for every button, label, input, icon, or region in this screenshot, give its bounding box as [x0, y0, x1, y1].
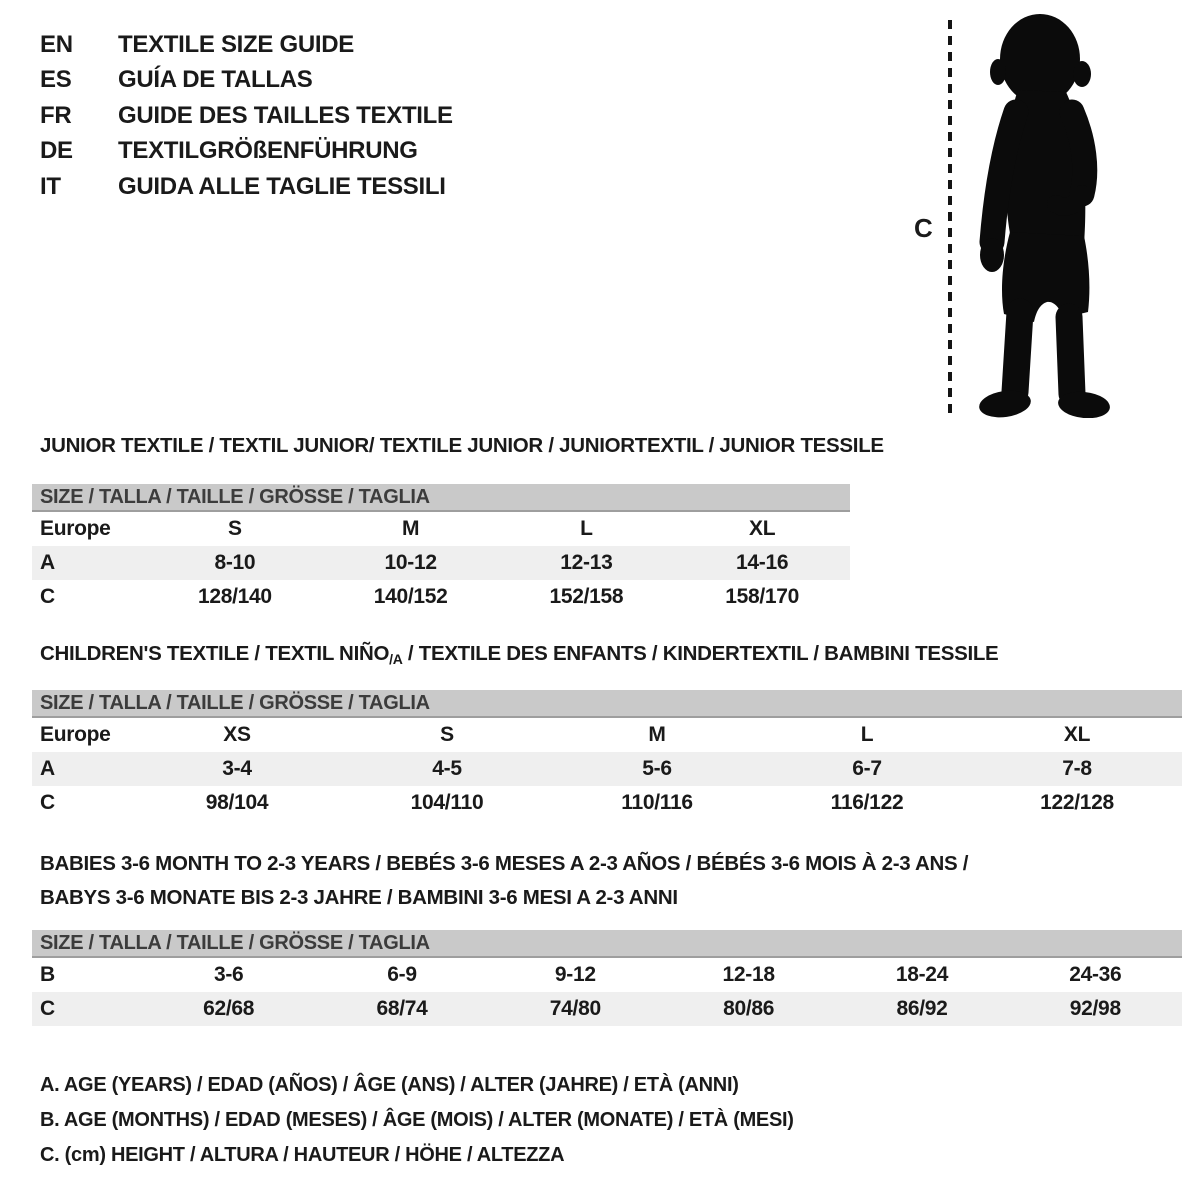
row-label: C	[40, 997, 55, 1020]
height-cell: 92/98	[1069, 997, 1121, 1020]
toddler-silhouette-svg	[968, 12, 1134, 418]
size-cell: S	[228, 517, 242, 540]
height-cell: 74/80	[549, 997, 601, 1020]
height-cell: 128/140	[197, 585, 272, 608]
height-cell: 158/170	[725, 585, 800, 608]
height-cell: 110/116	[621, 791, 693, 814]
junior-size-table	[32, 484, 850, 614]
height-cell: 104/110	[410, 791, 484, 814]
guide-title-es: GUÍA DE TALLAS	[118, 66, 313, 94]
toddler-silhouette-image	[968, 12, 1138, 422]
language-header	[40, 27, 453, 205]
row-label: C	[40, 791, 55, 814]
junior-section-title: JUNIOR TEXTILE / TEXTIL JUNIOR/ TEXTILE JUNIOR / JUNIORTEXTIL / JUNIOR TESSILE	[40, 434, 884, 457]
age-cell: 12-13	[560, 551, 613, 574]
guide-title-fr: GUIDE DES TAILLES TEXTILE	[118, 101, 453, 129]
row-label: B	[40, 963, 55, 986]
row-label: A	[40, 551, 55, 574]
size-cell: S	[440, 723, 454, 746]
height-cell: 116/122	[830, 791, 904, 814]
row-label: C	[40, 585, 55, 608]
age-months-cell: 12-18	[722, 963, 775, 986]
table-row-age-years	[32, 546, 850, 580]
age-cell: 14-16	[736, 551, 789, 574]
height-cell: 98/104	[205, 791, 269, 814]
babies-size-table	[32, 930, 1182, 1026]
language-row-fr	[40, 98, 453, 134]
table-row-height-cm	[32, 786, 1182, 820]
language-row-de	[40, 134, 453, 170]
age-cell: 7-8	[1062, 757, 1092, 780]
row-label: A	[40, 757, 55, 780]
age-months-cell: 24-36	[1069, 963, 1122, 986]
language-row-es	[40, 63, 453, 99]
height-cell: 86/92	[896, 997, 948, 1020]
language-code: FR	[40, 101, 72, 129]
height-cell: 80/86	[723, 997, 775, 1020]
row-label: Europe	[40, 723, 111, 746]
table-row-height-cm	[32, 992, 1182, 1026]
size-cell: XL	[1063, 723, 1091, 746]
size-cell: L	[580, 517, 593, 540]
language-code: EN	[40, 30, 73, 58]
height-measure-label: C	[914, 213, 933, 243]
children-size-table	[32, 690, 1182, 820]
height-measure-dashed-line	[948, 20, 952, 416]
age-cell: 3-4	[222, 757, 252, 780]
children-title-suffix: / TEXTILE DES ENFANTS / KINDERTEXTIL / BAMBINI TESSILE	[402, 642, 999, 665]
language-code: DE	[40, 137, 73, 165]
age-months-cell: 3-6	[213, 963, 244, 986]
age-cell: 10-12	[384, 551, 437, 574]
legend-age-months: B. AGE (MONTHS) / EDAD (MESES) / ÂGE (MOIS) / ALTER (MONATE) / ETÀ (MESI)	[40, 1109, 794, 1131]
table-row-height-cm	[32, 580, 850, 614]
table-row-age-years	[32, 752, 1182, 786]
legend	[40, 1068, 794, 1173]
legend-age-years: A. AGE (YEARS) / EDAD (AÑOS) / ÂGE (ANS) / ALTER (JAHRE) / ETÀ (ANNI)	[40, 1074, 739, 1096]
age-months-cell: 9-12	[554, 963, 596, 986]
language-row-en	[40, 27, 453, 63]
size-table-header-band: SIZE / TALLA / TAILLE / GRÖSSE / TAGLIA	[32, 690, 1182, 718]
age-cell: 5-6	[642, 757, 672, 780]
children-title-subscript: /A	[389, 651, 403, 667]
height-cell: 122/128	[1040, 791, 1114, 814]
size-cell: XS	[223, 723, 251, 746]
age-months-cell: 18-24	[895, 963, 949, 986]
babies-section-title-line1: BABIES 3-6 MONTH TO 2-3 YEARS / BEBÉS 3-6 MESES A 2-3 AÑOS / BÉBÉS 3-6 MOIS À 2-3 ANS /	[40, 852, 969, 875]
size-cell: XL	[749, 517, 776, 540]
age-months-cell: 6-9	[387, 963, 417, 986]
height-cell: 62/68	[203, 997, 255, 1020]
height-cell: 152/158	[549, 585, 624, 608]
children-section-title	[40, 642, 998, 667]
language-row-it	[40, 169, 453, 205]
row-label: Europe	[40, 517, 111, 540]
size-cell: L	[860, 723, 874, 746]
size-table-header-band: SIZE / TALLA / TAILLE / GRÖSSE / TAGLIA	[32, 930, 1182, 958]
height-cell: 140/152	[373, 585, 448, 608]
guide-title-it: GUIDA ALLE TAGLIE TESSILI	[118, 172, 446, 200]
language-code: IT	[40, 172, 61, 200]
height-cell: 68/74	[376, 997, 428, 1020]
size-table-header-band: SIZE / TALLA / TAILLE / GRÖSSE / TAGLIA	[32, 484, 850, 512]
children-title-prefix: CHILDREN'S TEXTILE / TEXTIL NIÑO	[40, 642, 390, 665]
guide-title-en: TEXTILE SIZE GUIDE	[118, 30, 354, 58]
age-cell: 8-10	[214, 551, 256, 574]
size-cell: M	[402, 517, 420, 540]
table-row-europe	[32, 512, 850, 546]
table-row-age-months	[32, 958, 1182, 992]
age-cell: 6-7	[852, 757, 882, 780]
legend-height-cm: C. (cm) HEIGHT / ALTURA / HAUTEUR / HÖHE / ALTEZZA	[40, 1144, 565, 1166]
babies-section-title-line2: BABYS 3-6 MONATE BIS 2-3 JAHRE / BAMBINI 3-6 MESI A 2-3 ANNI	[40, 886, 678, 909]
guide-title-de: TEXTILGRÖßENFÜHRUNG	[118, 137, 418, 165]
size-cell: M	[648, 723, 666, 746]
table-row-europe	[32, 718, 1182, 752]
age-cell: 4-5	[432, 757, 462, 780]
language-code: ES	[40, 66, 72, 94]
